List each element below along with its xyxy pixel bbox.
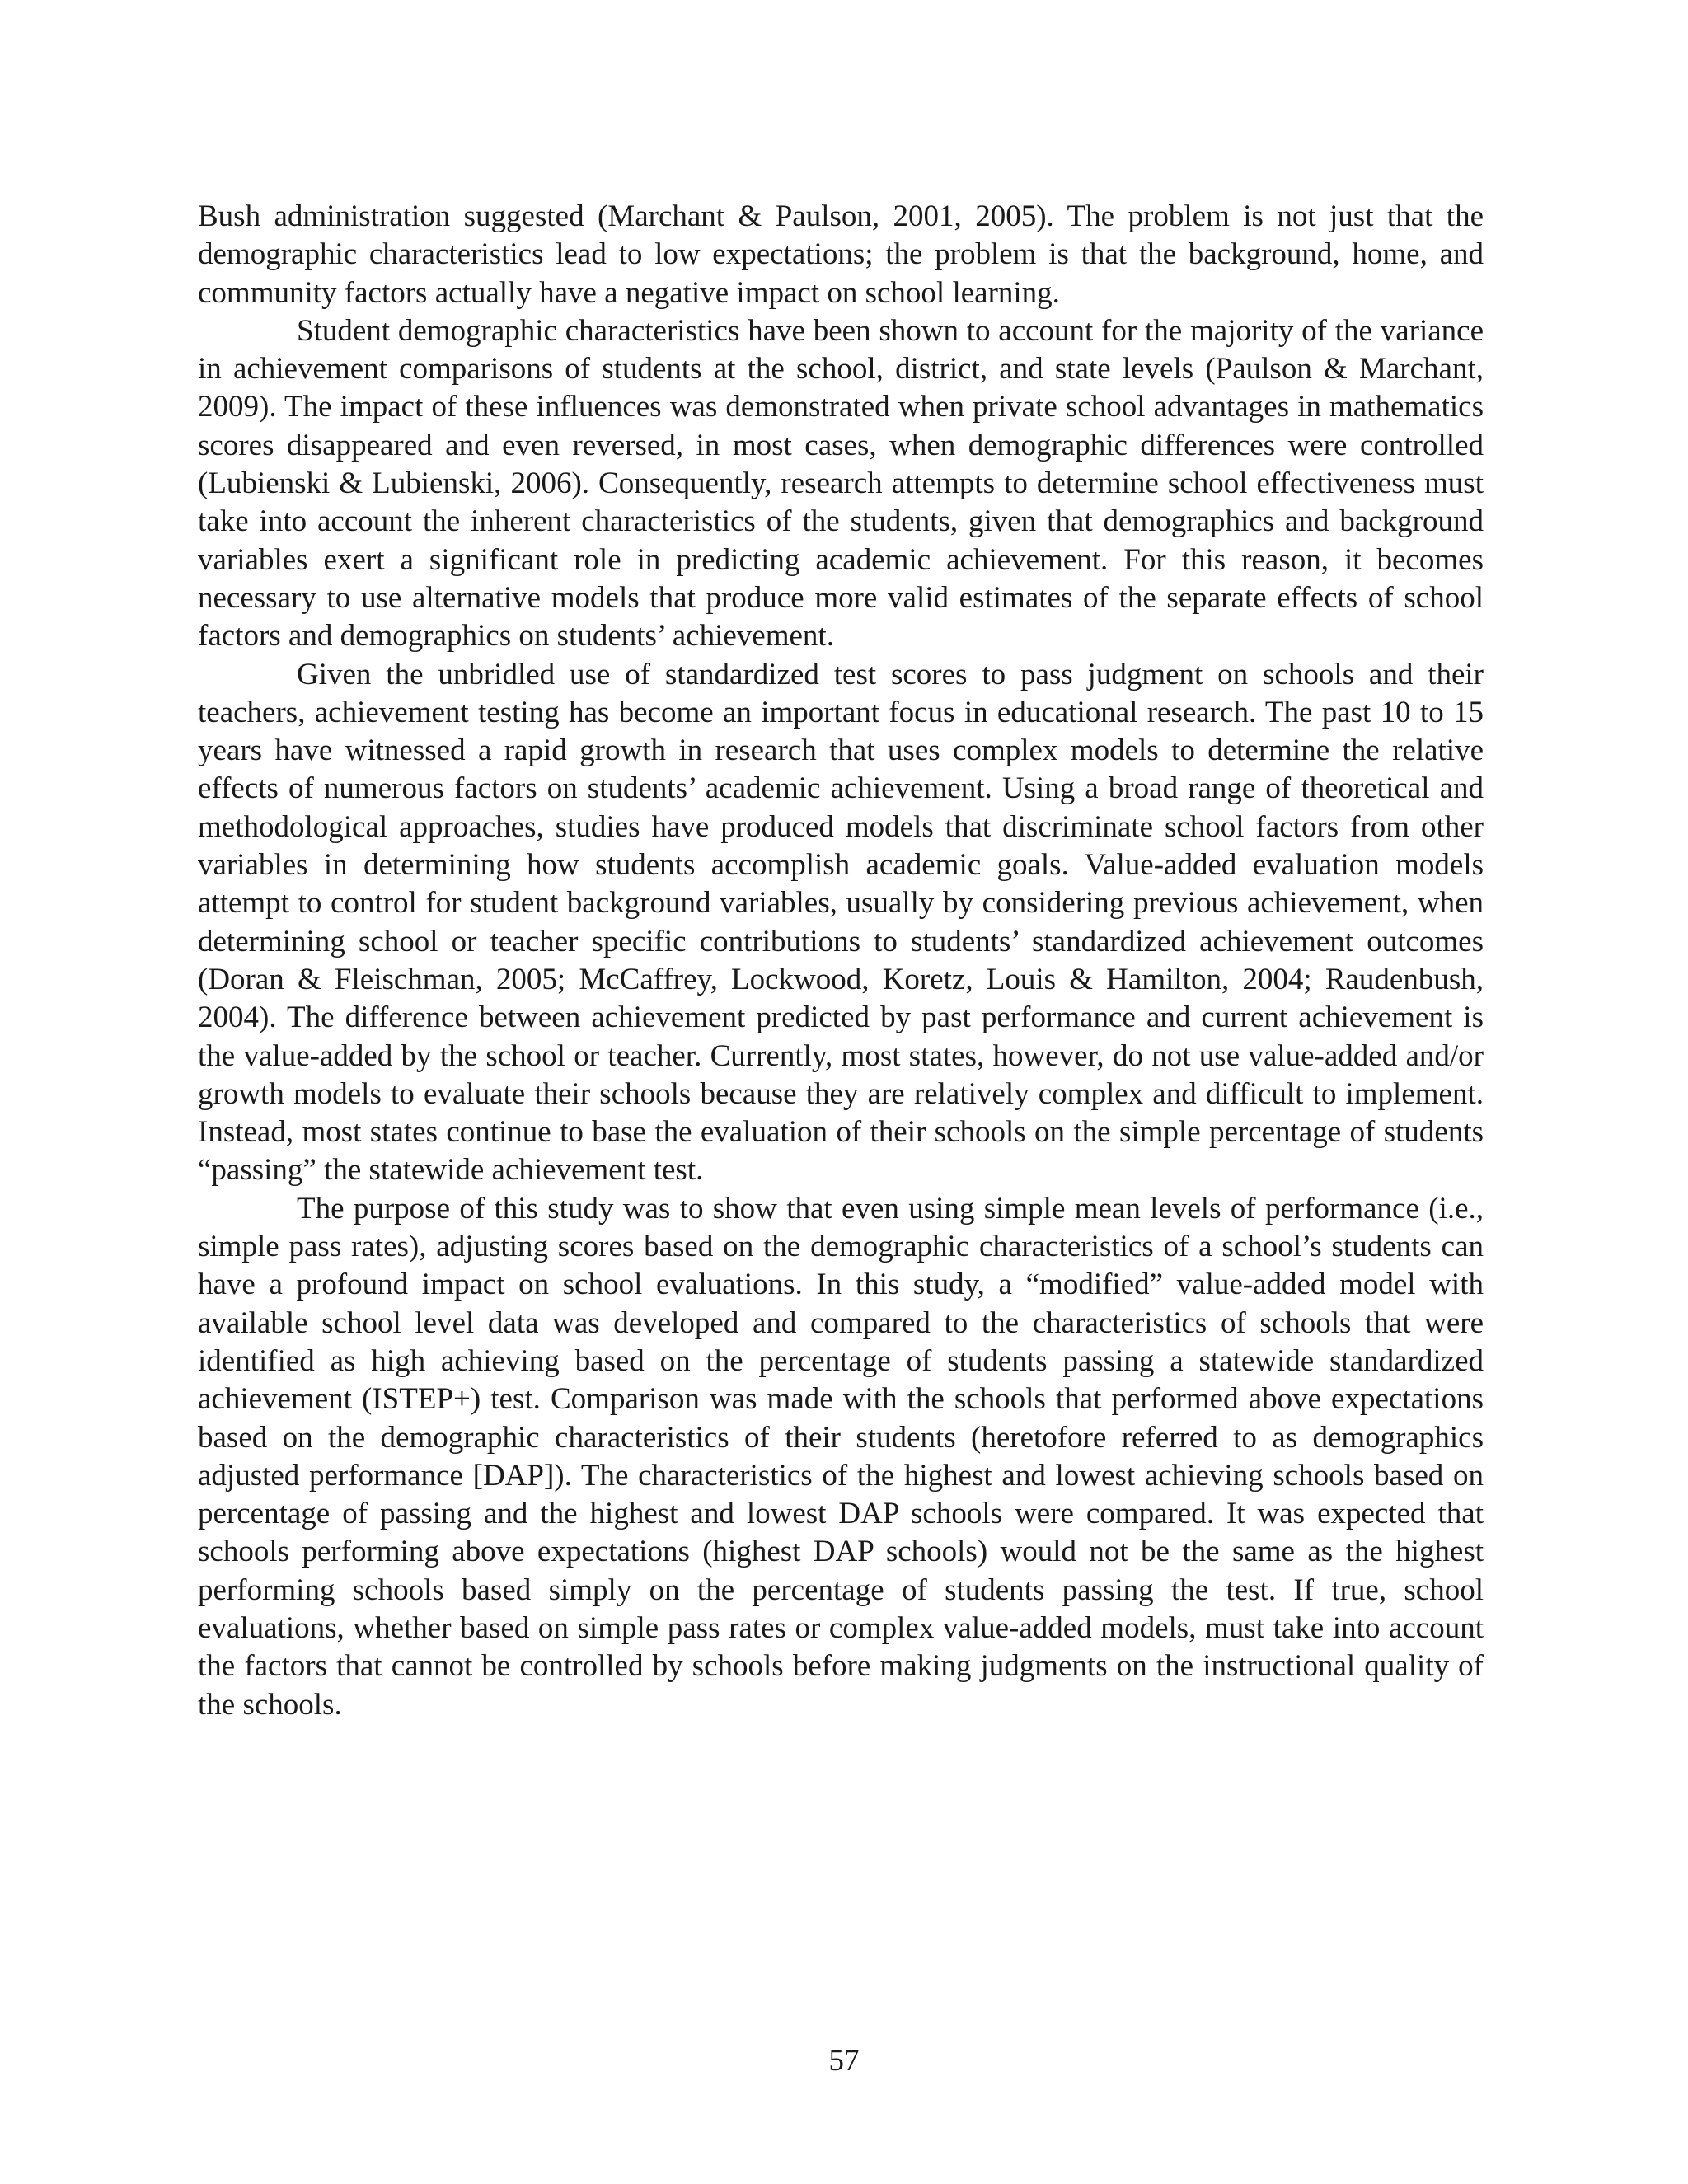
paragraph-demographics: Student demographic characteristics have been shown to account for the majority of the variance in achievement comparisons of students at the school, district, and state levels (Paulson & Marchant, 2009). The impact of these influences was demonstrated when private school advantages in mathematics scores disappeared and even reversed, in most cases, when demographic differences were controlled (Lubienski & Lubienski, 2006). Consequently, research attempts to determine school effectiveness must take into account the inherent characteristics of the students, given that demographics and background variables exert a significant role in predicting academic achievement. For this reason, it becomes necessary to use alternative models that produce more valid estimates of the separate effects of school factors and demographics on students’ achievement.	[198, 313, 1484, 654]
page-number: 57	[828, 2044, 860, 2078]
body-text	[198, 198, 1484, 1724]
paragraph-continuation: Bush administration suggested (Marchant & Paulson, 2001, 2005). The problem is not just that the demographic characteristics lead to low expectations; the problem is that the background, home, and community factors actually have a negative impact on school learning.	[198, 199, 1484, 310]
paragraph-value-added: Given the unbridled use of standardized test scores to pass judgment on schools and their teachers, achievement testing has become an important focus in educational research. The past 10 to 15 years have witnessed a rapid growth in research that uses complex models to determine the relative effects of numerous factors on students’ academic achievement. Using a broad range of theoretical and methodological approaches, studies have produced models that discriminate school factors from other variables in determining how students accomplish academic goals. Value-added evaluation models attempt to control for student background variables, usually by considering previous achievement, when determining school or teacher specific contributions to students’ standardized achievement outcomes (Doran & Fleischman, 2005; McCaffrey, Lockwood, Koretz, Louis & Hamilton, 2004; Raudenbush, 2004). The difference between achievement predicted by past performance and current achievement is the value-added by the school or teacher. Currently, most states, however, do not use value-added and/or growth models to evaluate their schools because they are relatively complex and difficult to implement. Instead, most states continue to base the evaluation of their schools on the simple percentage of students “passing” the statewide achievement test.	[198, 657, 1484, 1188]
paragraph-purpose: The purpose of this study was to show that even using simple mean levels of performance (i.e., simple pass rates), adjusting scores based on the demographic characteristics of a school’s students can have a profound impact on school evaluations. In this study, a “modified” value-added model with available school level data was developed and compared to the characteristics of schools that were identified as high achieving based on the percentage of students passing a statewide standardized achievement (ISTEP+) test. Comparison was made with the schools that performed above expectations based on the demographic characteristics of their students (heretofore referred to as demographics adjusted performance [DAP]). The characteristics of the highest and lowest achieving schools based on percentage of passing and the highest and lowest DAP schools were compared. It was expected that schools performing above expectations (highest DAP schools) would not be the same as the highest performing schools based simply on the percentage of students passing the test. If true, school evaluations, whether based on simple pass rates or complex value-added models, must take into account the factors that cannot be controlled by schools before making judgments on the instructional quality of the schools.	[198, 1191, 1484, 1722]
